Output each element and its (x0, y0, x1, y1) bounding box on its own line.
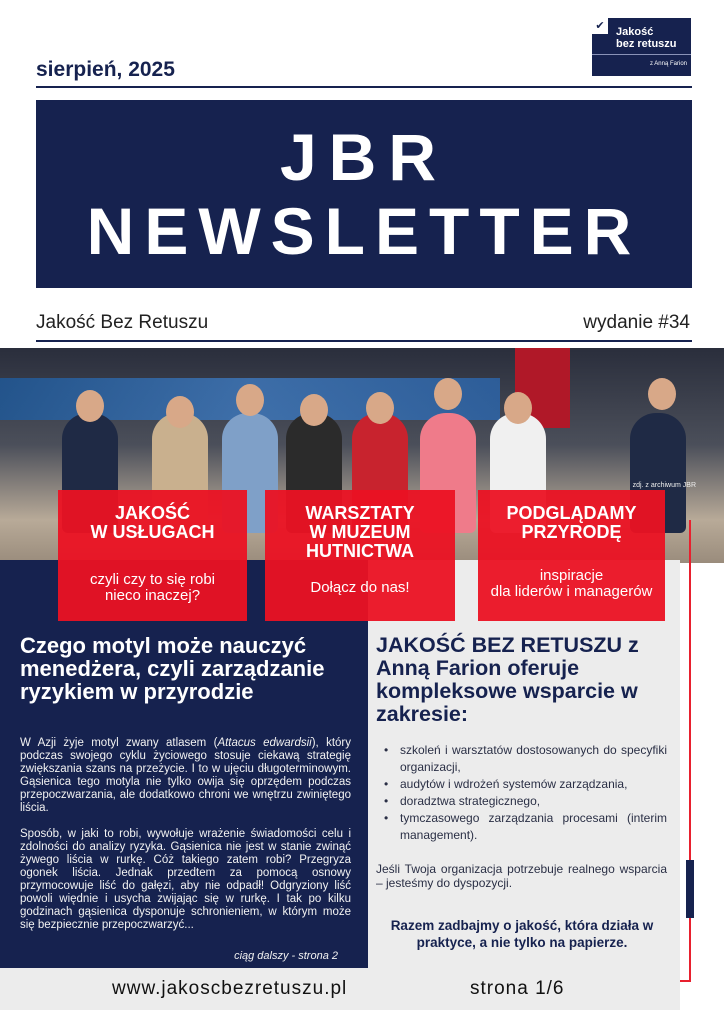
article-body (20, 737, 351, 945)
continued-link[interactable]: ciąg dalszy - strona 2 (234, 950, 338, 962)
card-heading: JAKOŚĆ W USŁUGACH (90, 503, 215, 542)
logo-text: Jakość bez retuszu (616, 26, 677, 50)
card-subtitle: inspiracje dla liderów i managerów (490, 567, 653, 600)
issue-date: sierpień, 2025 (36, 58, 175, 81)
offer-title: JAKOŚĆ BEZ RETUSZU z Anną Farion oferuje kompleksowe wsparcie w zakresie: (376, 633, 639, 726)
logo (592, 18, 691, 76)
divider (36, 340, 692, 342)
list-item: • szkoleń i warsztatów dostosowanych do specyfiki organizacji, (380, 742, 667, 776)
list-item: • audytów i wdrożeń systemów zarządzania, (380, 776, 667, 793)
website-link[interactable]: www.jakoscbezretuszu.pl (112, 978, 348, 999)
logo-tagline: z Anną Farion (649, 61, 687, 67)
article-title: Czego motyl może nauczyć menedżera, czyli zarządzanie ryzykiem w przyrodzie (20, 633, 325, 704)
list-item: • tymczasowego zarządzania procesami (interim management). (380, 810, 667, 844)
divider (36, 86, 692, 88)
banner-title-line2: NEWSLETTER (86, 194, 642, 268)
offer-list (380, 742, 667, 844)
card-heading: PODGLĄDAMY PRZYRODĘ (506, 503, 637, 542)
offer-note: Jeśli Twoja organizacja potrzebuje realnego wsparcia – jesteśmy do dyspozycji. (376, 862, 667, 890)
offer-closing: Razem zadbajmy o jakość, która działa w praktyce, a nie tylko na papierze. (390, 918, 654, 950)
card-heading: WARSZTATY W MUZEUM HUTNICTWA (305, 503, 415, 561)
list-item: • doradztwa strategicznego, (380, 793, 667, 810)
card-warsztaty[interactable] (265, 490, 455, 621)
photo-credit: zdj. z archiwum JBR (632, 482, 696, 489)
page-number: strona 1/6 (470, 978, 565, 999)
logo-divider (592, 54, 691, 55)
article-paragraph: Sposób, w jaki to robi, wywołuje wrażenie świadomości celu i zdolności do analizy ryzyka. Gąsienica nie jest w stanie zwinąć żywego liścia w rurkę. Cóż takiego zatem robi? Przegryza ogonek liścia. Jednak przedtem za pomocą osnowy przymocowuje liść do gałęzi, aby nie odpadł! Odgryziony liść powoli więdnie i usycha zwijając się w rurkę. I tak po kilku godzinach gąsienica dysponuje schronieniem, w którym może się bezpiecznie przepoczwarzyć... (20, 828, 351, 931)
card-subtitle: czyli czy to się robi nieco inaczej? (89, 571, 216, 604)
banner-title-line1: JBR (279, 120, 449, 194)
subtitle: Jakość Bez Retuszu (36, 312, 209, 333)
navy-accent-bar (686, 860, 694, 918)
newsletter-banner (36, 100, 692, 288)
edition-number: wydanie #34 (583, 312, 690, 333)
article-paragraph: W Azji żyje motyl zwany atlasem (Attacus edwardsii), który podczas swojego cyklu życiowego stosuje ciekawą strategię zwiększania szans na przeżycie. I to w ujęciu długoterminowym. Gąsienica tego motyla nie tylko owija się oprzędem podczas przepoczwarzania, ale dodatkowo chroni we wnętrzu zwiniętego liścia. (20, 737, 352, 814)
check-icon: ✔ (592, 18, 608, 34)
card-podgladamy-przyrode[interactable] (478, 490, 665, 621)
card-jakosc-w-uslugach[interactable] (58, 490, 247, 621)
card-subtitle: Dołącz do nas! (310, 579, 410, 596)
